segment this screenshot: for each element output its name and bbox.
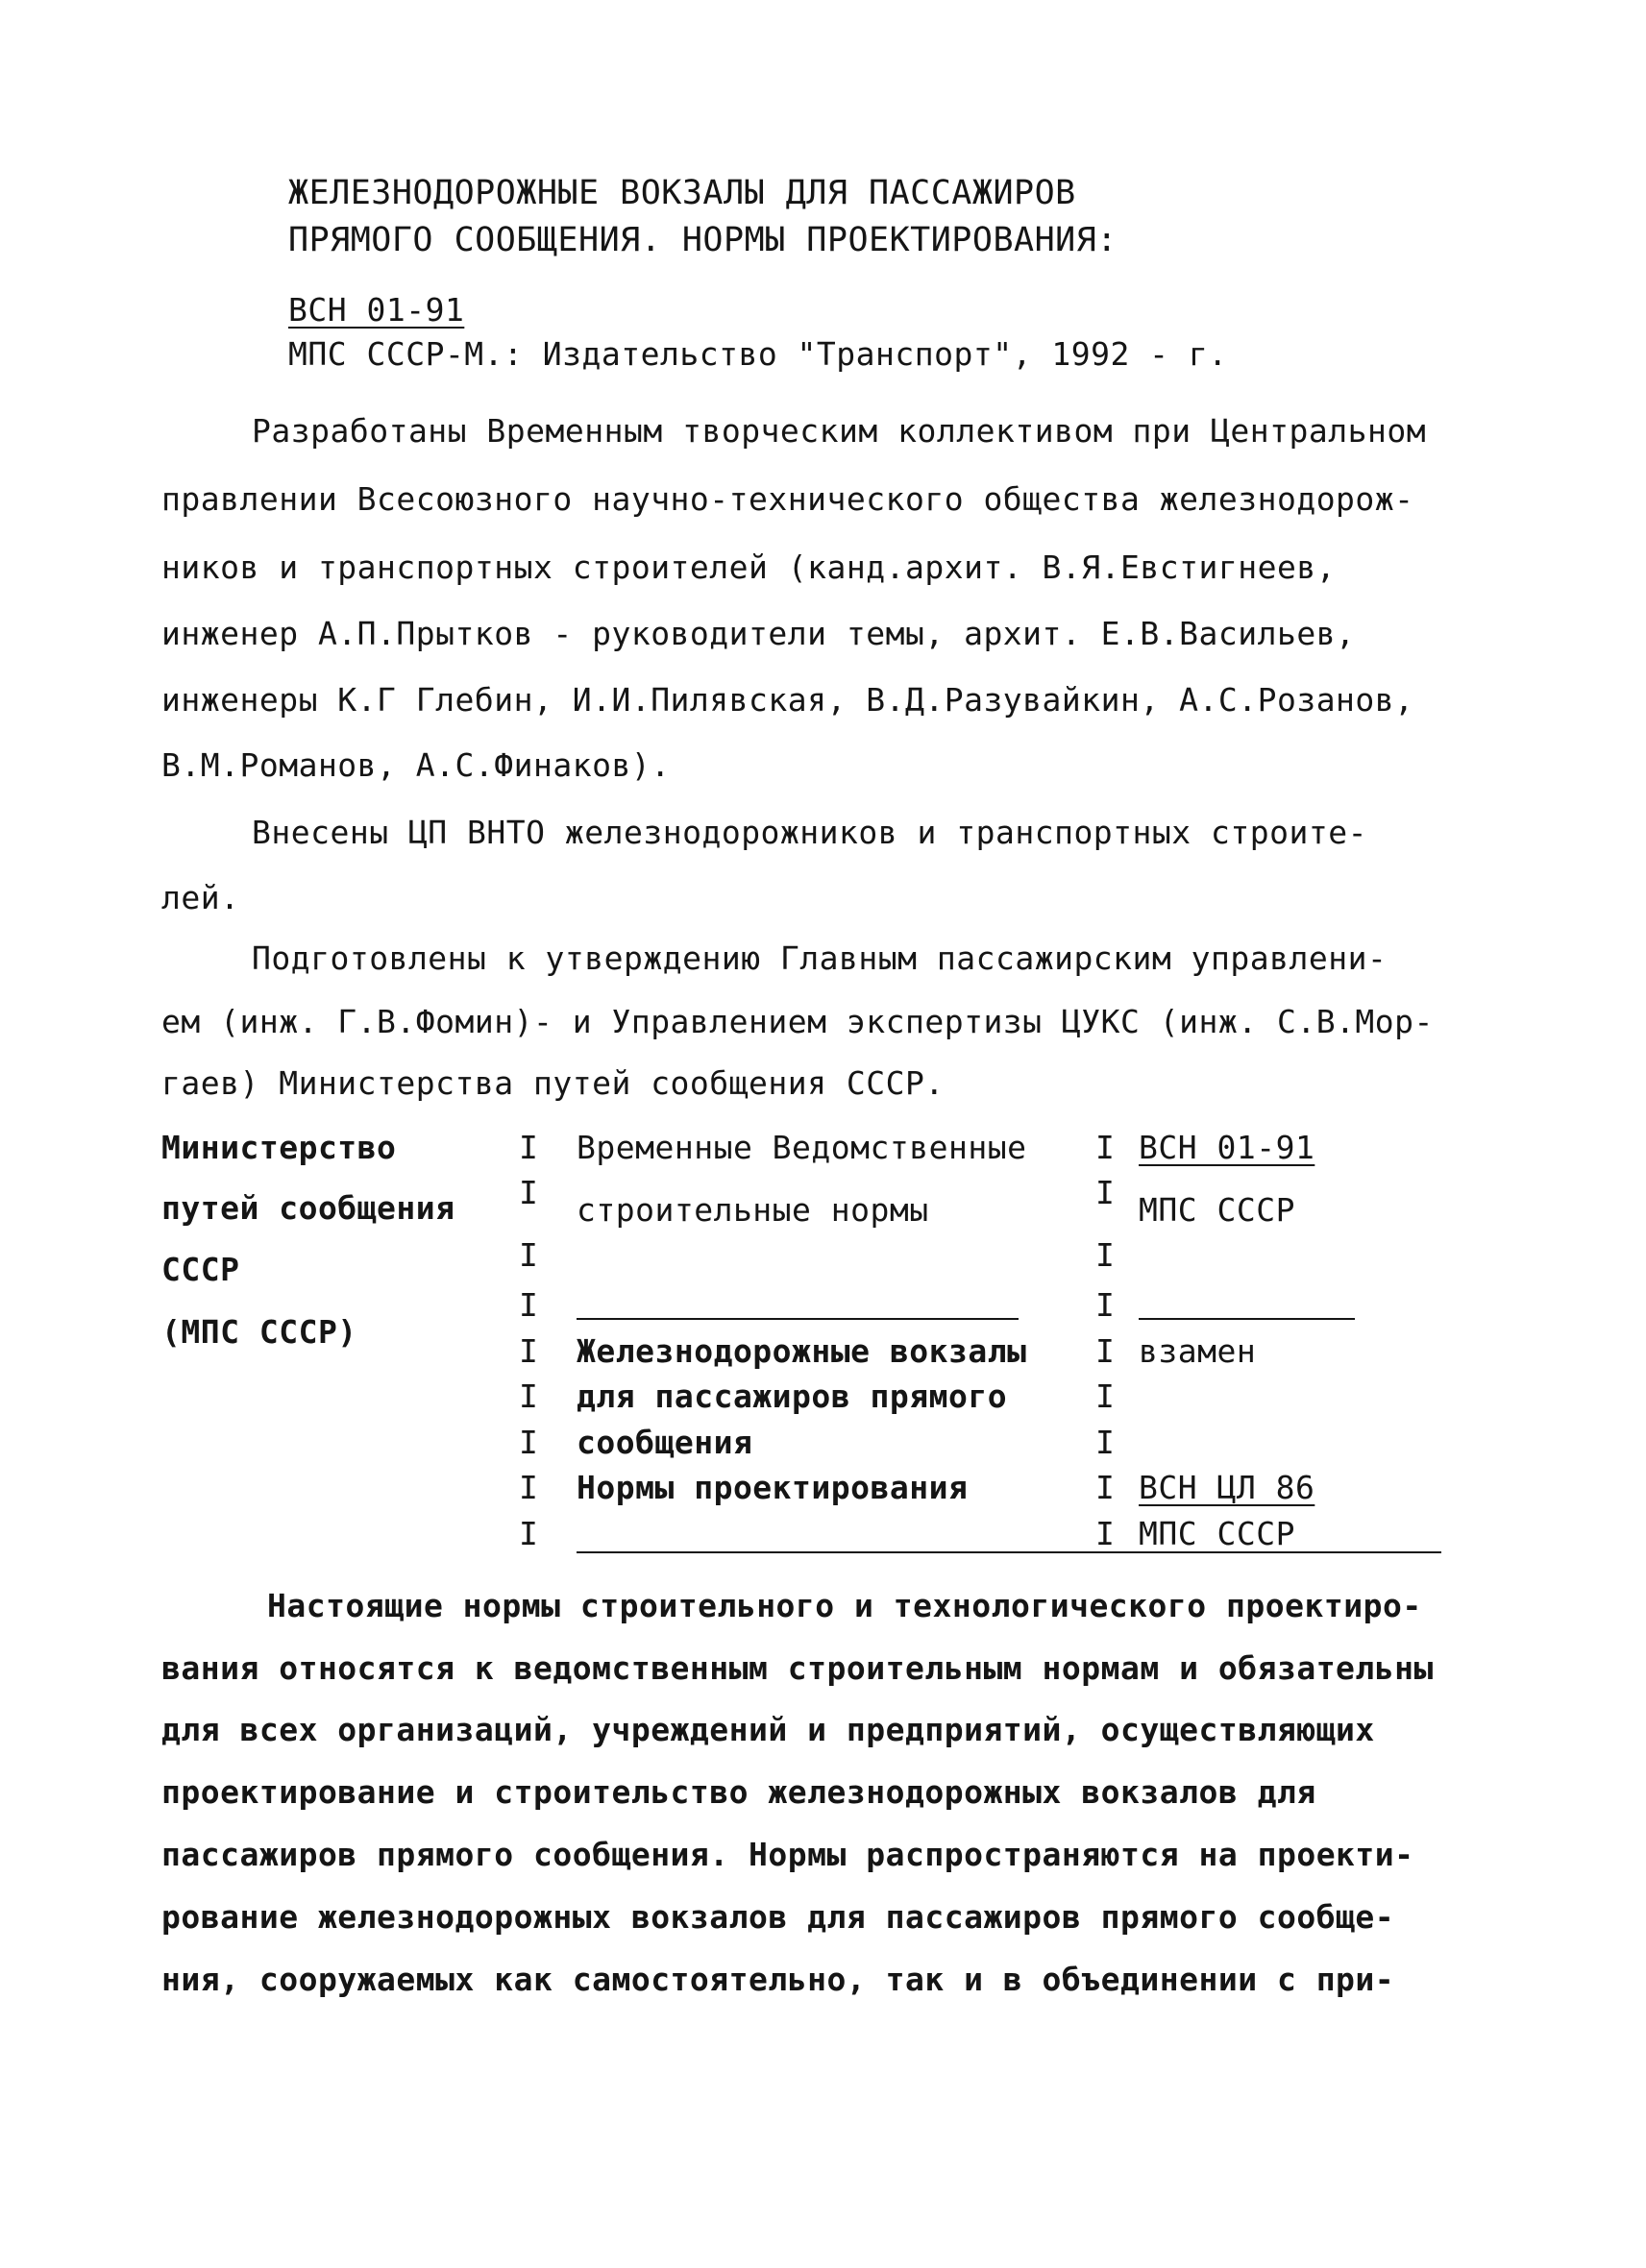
blank-rule <box>577 1318 1019 1320</box>
document-title-line: сообщения <box>577 1424 753 1461</box>
ministry-name-line: путей сообщения <box>161 1189 455 1227</box>
developers-line: инженер А.П.Прытков - руководители темы, архит. Е.В.Васильев, <box>161 615 1356 652</box>
document-code: ВСН 01-91 <box>288 291 465 329</box>
title-line-1: ЖЕЛЕЗНОДОРОЖНЫЕ ВОКЗАЛЫ ДЛЯ ПАССАЖИРОВ <box>288 174 1076 212</box>
document-title-line: для пассажиров прямого <box>577 1378 1008 1415</box>
norms-code: ВСН 01-91 <box>1139 1129 1315 1166</box>
blank-rule <box>577 1551 1100 1553</box>
column-separator: I <box>1095 1515 1116 1552</box>
column-separator: I <box>519 1378 539 1415</box>
publisher-line: МПС СССР-М.: Издательство "Транспорт", 1992 - г. <box>288 335 1228 373</box>
column-separator: I <box>519 1174 539 1211</box>
body-line: Настоящие нормы строительного и технологического проектиро- <box>267 1587 1422 1624</box>
column-separator: I <box>519 1286 539 1324</box>
document-title-line: Нормы проектирования <box>577 1469 969 1506</box>
column-separator: I <box>519 1515 539 1552</box>
replaced-norms-code: ВСН ЦЛ 86 <box>1139 1469 1315 1506</box>
developers-line: Разработаны Временным творческим коллективом при Центральном <box>252 412 1427 450</box>
norms-type-line: строительные нормы <box>577 1191 929 1229</box>
blank-rule <box>1139 1318 1355 1320</box>
blank-rule <box>1100 1551 1441 1553</box>
norms-type-line: Временные Ведомственные <box>577 1129 1027 1166</box>
prepared-line: гаев) Министерства путей сообщения СССР. <box>161 1064 945 1102</box>
title-line-2: ПРЯМОГО СООБЩЕНИЯ. НОРМЫ ПРОЕКТИРОВАНИЯ: <box>288 221 1118 259</box>
developers-line: инженеры К.Г Глебин, И.И.Пилявская, В.Д.Разувайкин, А.С.Розанов, <box>161 681 1414 719</box>
column-separator: I <box>1095 1332 1116 1370</box>
body-line: проектирование и строительство железнодорожных вокзалов для <box>161 1773 1316 1811</box>
column-separator: I <box>1095 1174 1116 1211</box>
norms-issuer: МПС СССР <box>1139 1191 1295 1229</box>
column-separator: I <box>519 1424 539 1461</box>
column-separator: I <box>519 1332 539 1370</box>
column-separator: I <box>1095 1236 1116 1274</box>
body-line: ния, сооружаемых как самостоятельно, так и в объединении с при- <box>161 1961 1395 1998</box>
column-separator: I <box>1095 1424 1116 1461</box>
developers-line: ников и транспортных строителей (канд.архит. В.Я.Евстигнеев, <box>161 549 1337 586</box>
column-separator: I <box>519 1129 539 1166</box>
ministry-name-line: Министерство <box>161 1129 397 1166</box>
ministry-name-line: СССР <box>161 1251 240 1288</box>
document-title-line: Железнодорожные вокзалы <box>577 1332 1027 1370</box>
column-separator: I <box>1095 1378 1116 1415</box>
body-line: пассажиров прямого сообщения. Нормы распространяются на проекти- <box>161 1836 1414 1873</box>
body-line: вания относятся к ведомственным строительным нормам и обязательны <box>161 1649 1434 1687</box>
introduced-line: Внесены ЦП ВНТО железнодорожников и транспортных строите- <box>252 814 1367 851</box>
column-separator: I <box>1095 1286 1116 1324</box>
replaced-norms-issuer: МПС СССР <box>1139 1515 1295 1552</box>
column-separator: I <box>519 1469 539 1506</box>
column-separator: I <box>1095 1469 1116 1506</box>
developers-line: В.М.Романов, А.С.Финаков). <box>161 746 671 784</box>
ministry-name-line: (МПС СССР) <box>161 1313 357 1351</box>
column-separator: I <box>519 1236 539 1274</box>
developers-line: правлении Всесоюзного научно-технического общества железнодорож- <box>161 480 1414 518</box>
replaces-label: взамен <box>1139 1332 1257 1370</box>
prepared-line: ем (инж. Г.В.Фомин)- и Управлением экспертизы ЦУКС (инж. С.В.Мор- <box>161 1003 1434 1040</box>
introduced-line: лей. <box>161 879 240 916</box>
body-line: для всех организаций, учреждений и предприятий, осуществляющих <box>161 1711 1375 1748</box>
prepared-line: Подготовлены к утверждению Главным пассажирским управлени- <box>252 939 1388 977</box>
column-separator: I <box>1095 1129 1116 1166</box>
body-line: рование железнодорожных вокзалов для пассажиров прямого сообще- <box>161 1898 1395 1936</box>
